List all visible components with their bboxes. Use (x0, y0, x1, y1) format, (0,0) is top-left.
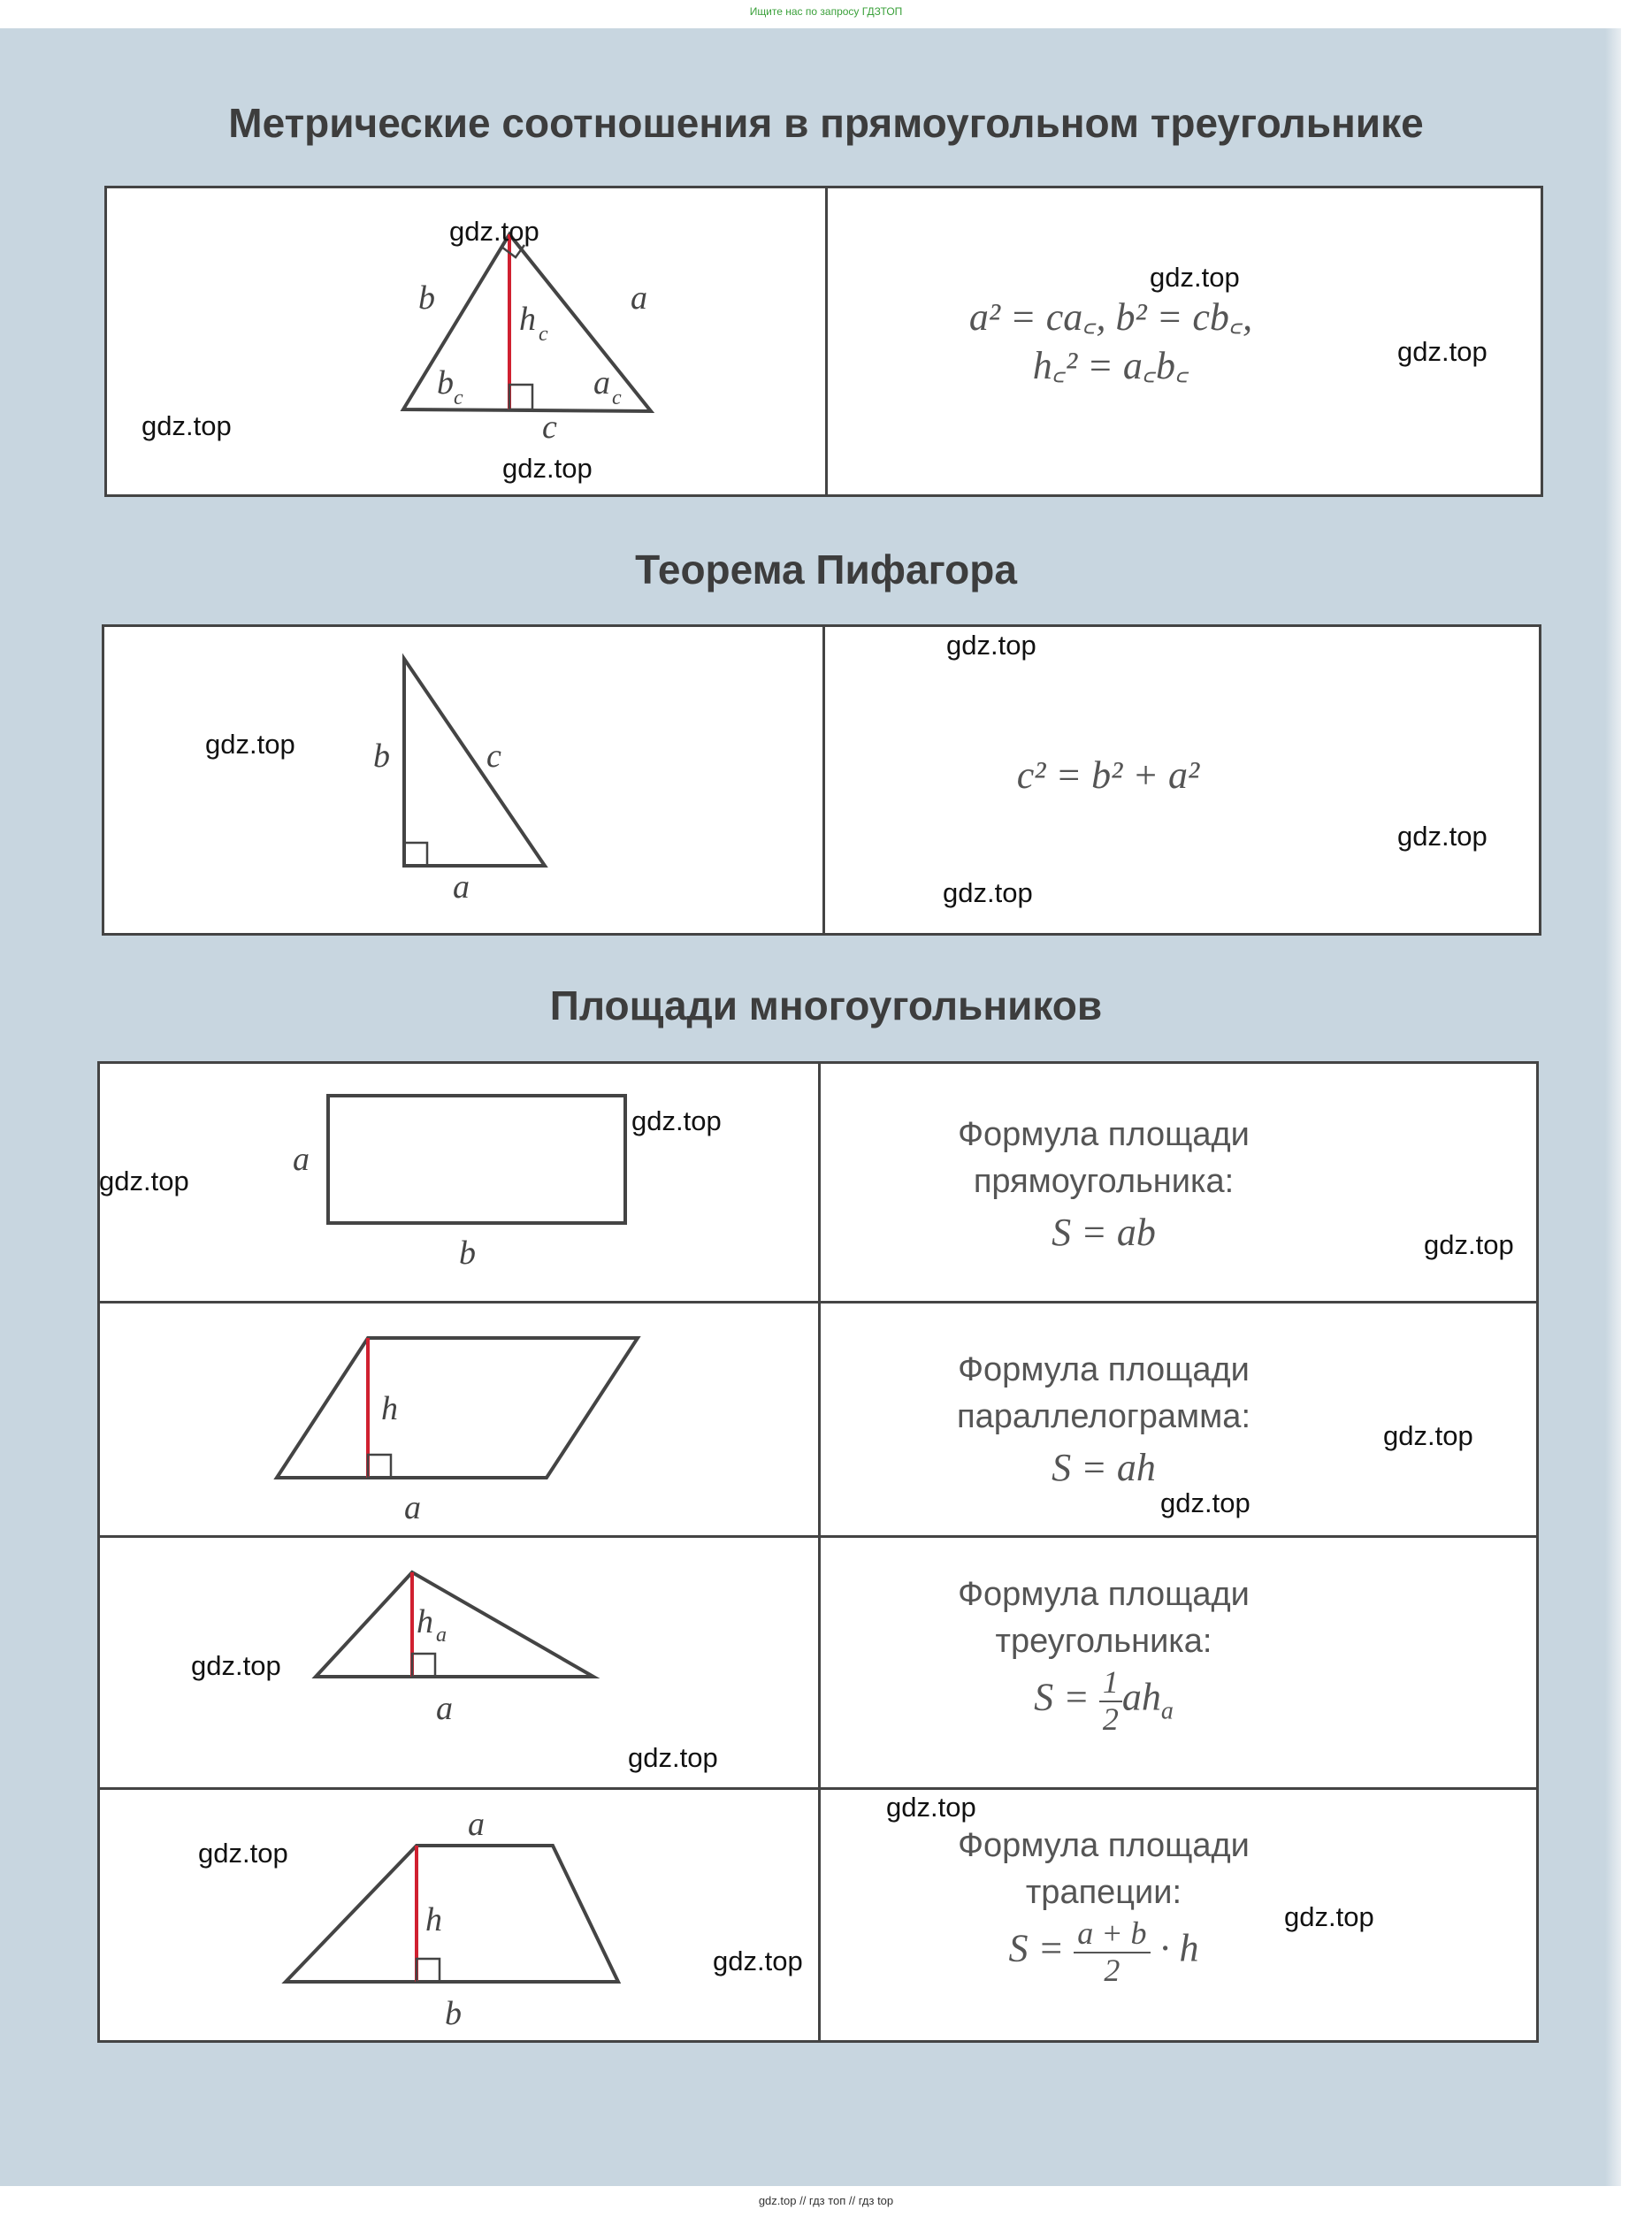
metric-table (104, 186, 1543, 497)
metric-formula-line1: a² = ca꜀, b² = cb꜀, (968, 295, 1253, 339)
table-divider (825, 188, 828, 494)
pythagoras-table (102, 624, 1541, 936)
trapezoid-caption-line2: трапеции: (1025, 1874, 1182, 1912)
label-c: c (486, 738, 501, 775)
label-b: b (459, 1235, 476, 1272)
parallelogram-figure (100, 1301, 818, 1535)
section-title-pythagoras: Теорема Пифагора (635, 547, 1017, 592)
label-h: h (417, 1603, 433, 1640)
page-edge (1605, 28, 1621, 2186)
watermark: gdz.top (205, 729, 295, 760)
label-h: h (425, 1901, 442, 1938)
table-divider (818, 1064, 821, 2040)
triangle-caption-line1: Формула площади (958, 1576, 1250, 1613)
trapezoid-formula-suffix: · h (1150, 1927, 1199, 1971)
watermark: gdz.top (946, 630, 1036, 661)
footer-note: gdz.top // гдз топ // гдз top (758, 2194, 894, 2207)
triangle-caption-line2: треугольника: (995, 1623, 1212, 1661)
watermark: gdz.top (1397, 821, 1488, 852)
label-b: b (445, 1995, 462, 2032)
label-h: h (519, 301, 536, 338)
label-a: a (468, 1806, 485, 1843)
watermark: gdz.top (713, 1946, 803, 1976)
trapezoid-figure (100, 1787, 818, 2045)
triangle-formula (843, 1665, 1365, 1737)
triangle-formula-suffix: ah (1121, 1676, 1161, 1720)
label-ac: a (593, 364, 610, 401)
label-a: a (293, 1141, 310, 1178)
label-h-sub: a (436, 1624, 447, 1647)
watermark: gdz.top (1383, 1420, 1473, 1451)
label-a: a (404, 1489, 421, 1526)
parallelogram-caption-line1: Формула площади (958, 1351, 1250, 1388)
frac-denominator: 2 (1102, 1701, 1119, 1737)
rectangle-caption (843, 1112, 1365, 1260)
metric-formula-line2: h꜀² = a꜀b꜀ (1032, 344, 1189, 387)
watermark: gdz.top (1397, 336, 1488, 367)
parallelogram-shape (277, 1338, 638, 1478)
watermark: gdz.top (1160, 1487, 1250, 1518)
section-title-areas: Площади многоугольников (549, 982, 1103, 1028)
label-b: b (373, 738, 390, 775)
metric-formula (850, 293, 1372, 390)
label-a: a (631, 279, 647, 317)
areas-table (97, 1061, 1539, 2043)
triangle-caption (843, 1571, 1365, 1738)
rectangle-caption-line2: прямоугольника: (973, 1163, 1235, 1201)
label-h: h (381, 1390, 398, 1427)
right-angle-mark (412, 1654, 435, 1677)
frac-numerator: a + b (1074, 1916, 1150, 1953)
triangle-formula-sub: a (1160, 1697, 1174, 1725)
trapezoid-shape (286, 1846, 618, 1982)
watermark: gdz.top (1284, 1901, 1374, 1932)
pythagoras-formula: c² = b² + a² (1016, 753, 1200, 797)
label-bc-sub: c (454, 386, 463, 409)
parallelogram-caption (843, 1347, 1365, 1495)
watermark: gdz.top (1424, 1229, 1514, 1260)
watermark: gdz.top (141, 410, 232, 441)
right-angle-mark (509, 385, 532, 409)
label-h-sub: c (539, 323, 548, 346)
label-b: b (418, 279, 435, 317)
right-triangle (404, 659, 545, 866)
right-angle-mark (404, 843, 427, 866)
watermark: gdz.top (99, 1166, 189, 1196)
frac-numerator: 1 (1099, 1665, 1122, 1702)
right-angle-mark (417, 1959, 440, 1982)
watermark: gdz.top (449, 216, 539, 247)
watermark: gdz.top (631, 1105, 722, 1136)
right-angle-mark (368, 1455, 391, 1478)
trapezoid-formula-fraction (1074, 1916, 1150, 1988)
section-title-metric: Метрические соотношения в прямоугольном треугольнике (228, 100, 1424, 146)
header-note: Ищите нас по запросу ГДЗТОП (749, 5, 903, 18)
triangle-shape (316, 1572, 593, 1677)
rectangle-figure (100, 1064, 818, 1301)
watermark: gdz.top (502, 453, 593, 484)
triangle-formula-prefix: S = (1034, 1676, 1099, 1720)
label-a: a (453, 868, 470, 906)
frac-denominator: 2 (1104, 1952, 1120, 1988)
table-divider (822, 627, 825, 933)
watermark: gdz.top (1150, 262, 1240, 293)
rectangle-formula: S = ab (1052, 1211, 1156, 1255)
label-bc: b (437, 364, 454, 401)
rectangle-shape (328, 1096, 625, 1223)
parallelogram-formula: S = ah (1052, 1446, 1156, 1490)
parallelogram-caption-line2: параллелограмма: (957, 1398, 1250, 1436)
watermark: gdz.top (191, 1650, 281, 1681)
rectangle-caption-line1: Формула площади (958, 1116, 1250, 1153)
triangle-formula-fraction (1099, 1665, 1122, 1737)
label-c: c (542, 409, 557, 446)
label-ac-sub: c (612, 386, 622, 409)
watermark: gdz.top (886, 1792, 976, 1823)
watermark: gdz.top (628, 1742, 718, 1773)
watermark: gdz.top (198, 1838, 288, 1869)
label-a: a (436, 1690, 453, 1727)
trapezoid-caption-line1: Формула площади (958, 1827, 1250, 1864)
trapezoid-formula-prefix: S = (1008, 1927, 1075, 1971)
watermark: gdz.top (943, 877, 1033, 908)
pythagoras-triangle-figure (104, 627, 822, 938)
